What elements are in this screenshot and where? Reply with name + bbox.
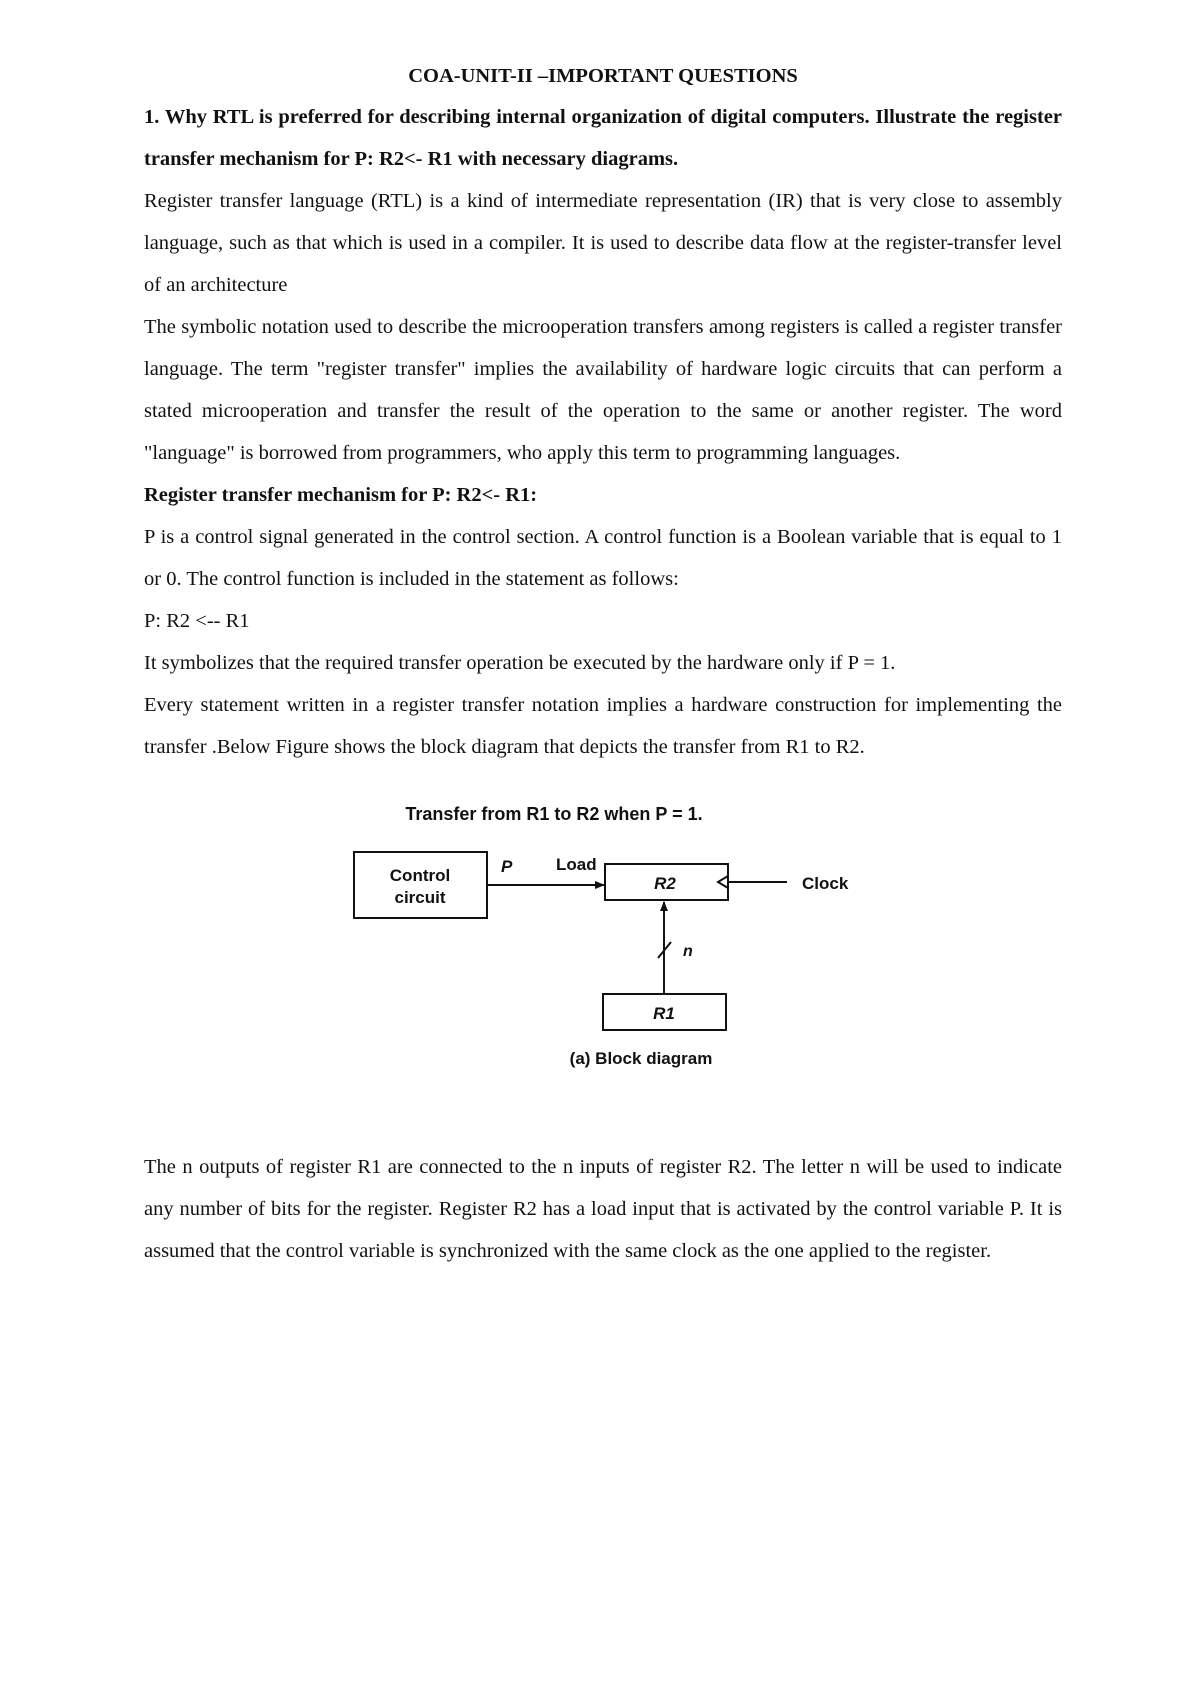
document-title: COA-UNIT-II –IMPORTANT QUESTIONS [408, 65, 798, 87]
symbolizes-paragraph: It symbolizes that the required transfer operation be executed by the hardware only if P = 1. [144, 652, 896, 674]
mechanism-heading: Register transfer mechanism for P: R2<- R1: [144, 484, 538, 506]
load-label: Load [556, 855, 597, 874]
n-label: n [683, 943, 693, 960]
r2-label: R2 [654, 874, 676, 893]
figure-title: Transfer from R1 to R2 when P = 1. [405, 804, 703, 824]
control-circuit-label-line1: Control [389, 866, 451, 885]
block-diagram-svg [144, 768, 1062, 1146]
rtl-definition-paragraph: Register transfer language (RTL) is a kind of intermediate representation (IR) that is very close to assembly language, such as that which is used in a compiler. It is used to describe data flow at the register-transfer level of an architecture [144, 190, 1062, 296]
control-signal-paragraph: P is a control signal generated in the control section. A control function is a Boolean variable that is equal to 1 or 0. The control function is included in the statement as follows: [144, 526, 1062, 590]
hardware-construction-paragraph: Every statement written in a register transfer notation implies a hardware construction for implementing the transfer .Below Figure shows the block diagram that depicts the transfer from R1 to R2. [144, 694, 1062, 758]
r1-label: R1 [653, 1004, 675, 1023]
closing-paragraph: The n outputs of register R1 are connected to the n inputs of register R2. The letter n will be used to indicate any number of bits for the register. Register R2 has a load input that is activated by the control variable P. It is assumed that the control variable is synchronized with the same clock as the one applied to the register. [144, 1156, 1062, 1262]
block-diagram-figure [144, 768, 1062, 1146]
transfer-statement: P: R2 <-- R1 [144, 610, 250, 632]
p-label: P [501, 857, 513, 876]
control-circuit-label-line2: circuit [394, 888, 446, 907]
document-page [144, 56, 1062, 1272]
figure-caption: (a) Block diagram [569, 1049, 713, 1068]
clock-label: Clock [802, 874, 849, 893]
control-circuit-box [354, 852, 487, 918]
rtl-notation-paragraph: The symbolic notation used to describe the microoperation transfers among registers is called a register transfer language. The term "register transfer" implies the availability of hardware logic circuits that can perform a stated microoperation and transfer the result of the operation to the same or another register. The word "language" is borrowed from programmers, who apply this term to programming languages. [144, 316, 1062, 464]
question-heading: 1. Why RTL is preferred for describing internal organization of digital computers. Illustrate the register transfer mechanism for P: R2<- R1 with necessary diagrams. [144, 106, 1062, 170]
